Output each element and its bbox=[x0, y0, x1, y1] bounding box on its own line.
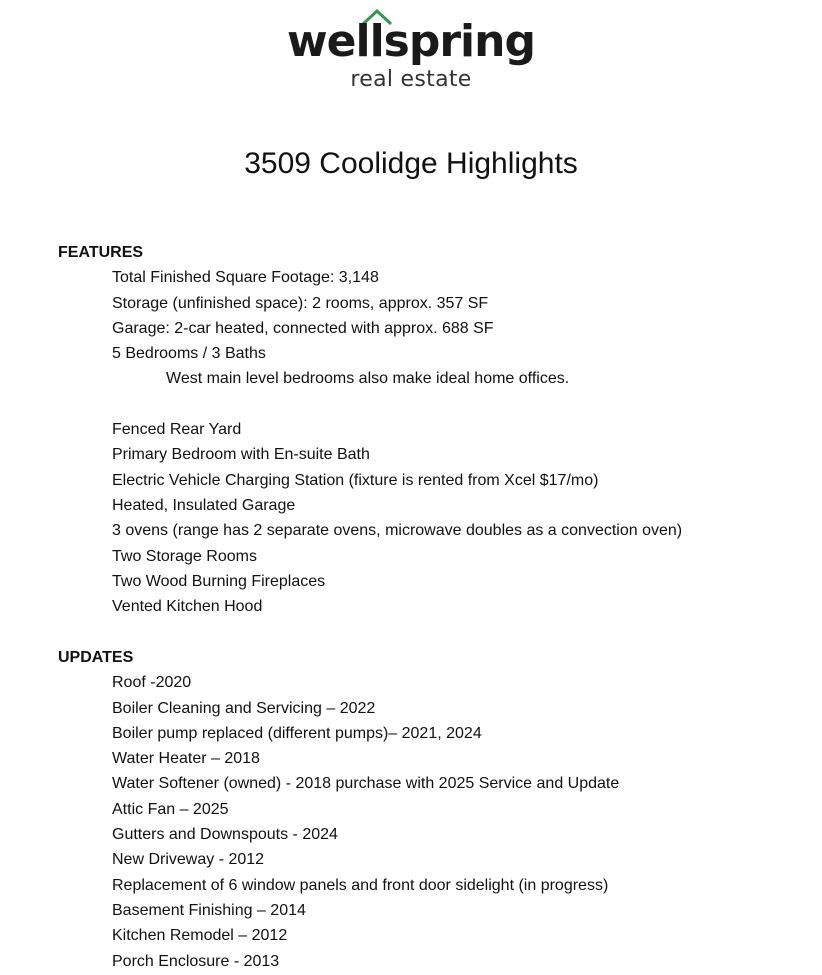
feature-item: Total Finished Square Footage: 3,148 bbox=[112, 269, 379, 287]
feature-item: 3 ovens (range has 2 separate ovens, microwave doubles as a convection oven) bbox=[112, 522, 683, 540]
features-heading: FEATURES bbox=[58, 244, 144, 261]
feature-item: Electric Vehicle Charging Station (fixture is rented from Xcel $17/mo) bbox=[112, 471, 599, 489]
updates-section bbox=[58, 645, 798, 974]
feature-item: Fenced Rear Yard bbox=[112, 421, 242, 439]
update-item: Kitchen Remodel – 2012 bbox=[112, 927, 288, 945]
update-item: Water Heater – 2018 bbox=[112, 750, 260, 768]
update-item: New Driveway - 2012 bbox=[112, 851, 265, 869]
update-item: Replacement of 6 window panels and front door sidelight (in progress) bbox=[112, 876, 609, 894]
spacer bbox=[58, 392, 798, 417]
update-item: Boiler pump replaced (different pumps)– 2021, 2024 bbox=[112, 724, 482, 742]
feature-item: 5 Bedrooms / 3 Baths bbox=[112, 345, 266, 363]
update-item: Attic Fan – 2025 bbox=[112, 800, 229, 818]
update-item: Basement Finishing – 2014 bbox=[112, 901, 306, 919]
feature-item: Two Storage Rooms bbox=[112, 547, 257, 565]
update-item: Water Softener (owned) - 2018 purchase with 2025 Service and Update bbox=[112, 775, 620, 793]
feature-sub-item: West main level bedrooms also make ideal home offices. bbox=[166, 370, 570, 388]
page-title: 3509 Coolidge Highlights bbox=[244, 147, 578, 180]
updates-heading: UPDATES bbox=[58, 649, 134, 666]
update-item: Boiler Cleaning and Servicing – 2022 bbox=[112, 699, 376, 717]
logo-tagline: real estate bbox=[350, 67, 472, 92]
update-item: Porch Enclosure - 2013 bbox=[112, 952, 280, 970]
features-section bbox=[58, 240, 798, 619]
feature-item: Garage: 2-car heated, connected with approx. 688 SF bbox=[112, 319, 494, 337]
feature-item: Storage (unfinished space): 2 rooms, approx. 357 SF bbox=[112, 294, 489, 312]
feature-item: Primary Bedroom with En-suite Bath bbox=[112, 446, 370, 464]
update-item: Roof -2020 bbox=[112, 674, 192, 692]
feature-item: Two Wood Burning Fireplaces bbox=[112, 572, 326, 590]
feature-item: Vented Kitchen Hood bbox=[112, 598, 263, 616]
feature-item: Heated, Insulated Garage bbox=[112, 496, 296, 514]
update-item: Gutters and Downspouts - 2024 bbox=[112, 826, 338, 844]
logo-name: wellspring bbox=[287, 16, 535, 67]
company-logo bbox=[0, 0, 822, 100]
